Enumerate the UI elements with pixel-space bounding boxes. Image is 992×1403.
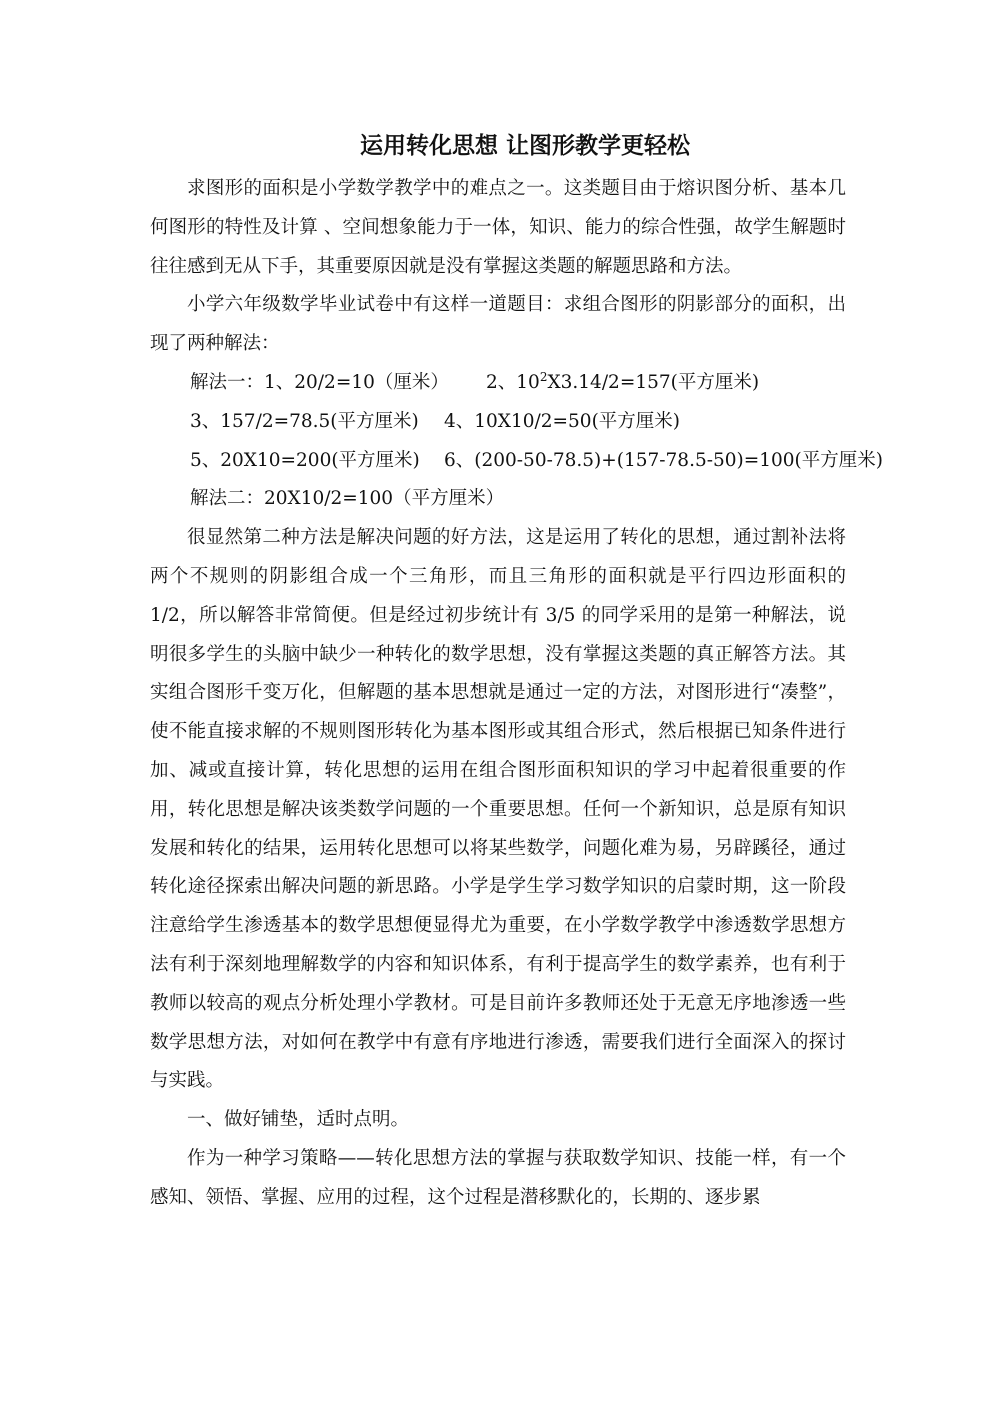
- analysis-paragraph: 很显然第二种方法是解决问题的好方法，这是运用了转化的思想，通过割补法将两个不规则的阴影组合成一个三角形，而且三角形的面积就是平行四边形面积的 1/2，所以解答非常简便。但是经过初步统计有 3/5 的同学采用的是第一种解法，说明很多学生的头脑中缺少一种转化的数学思想，没有掌握这类题的真正解答方法。其实组合图形千变万化，但解题的基本思想就是通过一定的方法，对图形进行“凑整”，使不能直接求解的不规则图形转化为基本图形或其组合形式，然后根据已知条件进行加、减或直接计算，转化思想的运用在组合图形面积知识的学习中起着很重要的作用，转化思想是解决该类数学问题的一个重要思想。任何一个新知识，总是原有知识发展和转化的结果，运用转化思想可以将某些数学，问题化难为易，另辟蹊径，通过转化途径探索出解决问题的新思路。小学是学生学习数学知识的启蒙时期，这一阶段注意给学生渗透基本的数学思想便显得尤为重要，在小学数学教学中渗透数学思想方法有利于深刻地理解数学的内容和知识体系，有利于提高学生的数学素养，也有利于教师以较高的观点分析处理小学教材。可是目前许多教师还处于无意无序地渗透一些数学思想方法，对如何在教学中有意有序地进行渗透，需要我们进行全面深入的探讨与实践。: [150, 527, 846, 1092]
- section-paragraph: 作为一种学习策略——转化思想方法的掌握与获取数学知识、技能一样，有一个感知、领悟、掌握、应用的过程，这个过程是潜移默化的，长期的、逐步累: [150, 1147, 846, 1208]
- method-one-step-1: 解法一：1、20/2=10（厘米）: [190, 371, 449, 393]
- problem-paragraph: 小学六年级数学毕业试卷中有这样一道题目：求组合图形的阴影部分的面积，出现了两种解法：: [150, 294, 846, 355]
- method-one-step-5: 5、20X10=200(平方厘米): [190, 449, 420, 471]
- method-one-step-2-suffix: X3.14/2=157(平方厘米): [547, 371, 760, 393]
- method-one-line-1: [150, 364, 846, 403]
- method-one-step-2-exponent: 2: [539, 369, 548, 384]
- method-one-step-4: 4、10X10/2=50(平方厘米): [444, 410, 681, 432]
- intro-paragraph: 求图形的面积是小学数学教学中的难点之一。这类题目由于熔识图分析、基本几何图形的特性及计算 、空间想象能力于一体，知识、能力的综合性强，故学生解题时往往感到无从下手，其重要原因就是没有掌握这类题的解题思路和方法。: [150, 178, 846, 277]
- method-two-line: 解法二：20X10/2=100（平方厘米）: [190, 488, 505, 510]
- document-title: 运用转化思想 让图形教学更轻松: [359, 133, 690, 159]
- method-one-step-2: [486, 364, 759, 403]
- section-heading: 一、做好铺垫，适时点明。: [187, 1109, 410, 1131]
- method-one-step-2-prefix: 2、10: [486, 371, 540, 393]
- document-body: [150, 126, 883, 1218]
- method-one-step-3: 3、157/2=78.5(平方厘米): [190, 410, 419, 432]
- method-one-line-2: [150, 403, 846, 442]
- method-one-line-3: [150, 442, 883, 481]
- method-one-step-6: 6、(200-50-78.5)+(157-78.5-50)=100(平方厘米): [444, 449, 883, 471]
